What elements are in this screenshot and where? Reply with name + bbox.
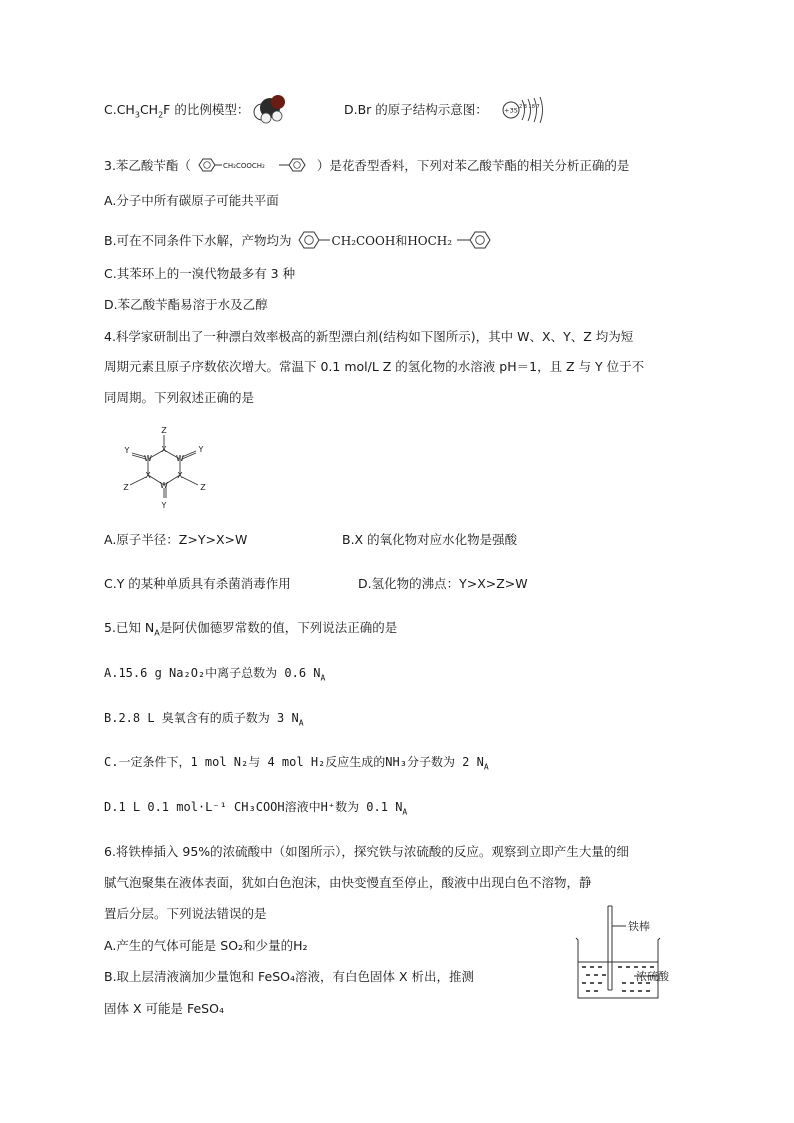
q5-opta-sub: A [320,673,326,683]
q6-option-a: A.产生的气体可能是 SO₂和少量的H₂ [104,938,308,953]
q4-option-b: B.X 的氧化物对应水化物是强酸 [342,532,518,547]
q5-optb-sub: A [298,718,304,728]
atom-z-top: Z [161,426,167,435]
q4-stem-line-3: 同周期。下列叙述正确的是 [104,390,255,405]
q4-option-c: C.Y 的某种单质具有杀菌消毒作用 [104,576,291,591]
atom-w-right: W [176,454,184,463]
q3-stem-b: ）是花香型香料，下列对苯乙酸苄酯的相关分析正确的是 [316,158,630,173]
q2-optc-sub2: 2 [158,110,164,120]
q5-opta-text: A.15.6 g Na₂O₂中离子总数为 0.6 N [104,666,321,680]
q3-option-a: A.分子中所有碳原子可能共平面 [104,193,279,208]
q4-option-a: A.原子半径：Z>Y>X>W [104,532,248,547]
q2-optc-sub1: 3 [134,110,140,120]
atom-w-left: W [144,454,152,463]
q3-optb-text: B.可在不同条件下水解，产物均为 [104,233,292,248]
q2-optc-text-b: CH [139,102,159,117]
atom-y-right: Y [198,445,204,454]
fig-label-conc-acid: 浓硫酸 [636,970,669,983]
q3-stem-a: 3.苯乙酸苄酯（ [104,158,191,173]
br-atom-structure-diagram [500,96,550,124]
q3-option-c: C.其苯环上的一溴代物最多有 3 种 [104,266,296,281]
br-shell-electrons: 2 8 18 7 [519,104,540,110]
q6-stem-line-2: 腻气泡聚集在液体表面，犹如白色泡沫，由快变慢直至停止，酸液中出现白色不溶物，静 [104,875,592,890]
atom-x-top: X [161,445,167,454]
q5-optc-sub: A [483,762,489,772]
br-nucleus-charge: +35 [504,106,518,115]
phenyl-ring-icon [456,229,496,251]
q5-option-a [104,664,325,687]
phenyl-ring-icon [296,229,332,251]
q6-stem-line-3: 置后分层。下列说法错误的是 [104,906,267,921]
atom-y-bottom: Y [161,501,167,510]
atom-z-left: Z [123,483,129,492]
q5-optd-text: D.1 L 0.1 mol·L⁻¹ CH₃COOH溶液中H⁺数为 0.1 N [104,800,403,814]
ch3ch2f-ball-model-image [250,92,290,124]
q5-option-b [104,709,304,732]
atom-z-right: Z [200,483,206,492]
q5-stem-sub: A [154,628,160,638]
q3-option-d: D.苯乙酸苄酯易溶于水及乙醇 [104,297,268,312]
benzyl-phenylacetate-structure [195,156,313,174]
q2-option-d: D.Br 的原子结构示意图： [344,102,488,117]
q5-option-c [104,753,489,776]
atom-y-left: Y [124,446,130,455]
ester-inline-label: CH₂COOCH₂ [222,162,265,170]
q4-stem-line-2: 周期元素且原子序数依次增大。常温下 0.1 mol/L Z 的氢化物的水溶液 pH＝1，且 Z 与 Y 位于不 [104,359,645,374]
bleach-molecule-structure [108,425,218,513]
q5-stem [104,619,397,643]
q5-stem-b: 是阿伏伽德罗常数的值，下列说法正确的是 [159,620,398,635]
atom-x-left: X [145,471,151,480]
fig-label-iron-rod: 铁棒 [628,920,650,933]
q6-option-b-line-2: 固体 X 可能是 FeSO₄ [104,1001,224,1016]
q2-option-c [104,101,249,125]
atom-w-bottom: W [160,481,168,490]
q5-optc-text: C.一定条件下，1 mol N₂与 4 mol H₂反应生成的NH₃分子数为 2 N [104,755,484,769]
q2-optc-text-a: C.CH [104,102,135,117]
q5-optb-text: B.2.8 L 臭氧含有的质子数为 3 N [104,711,299,725]
q2-optc-text-c: F 的比例模型： [163,102,250,117]
q6-option-b-line-1: B.取上层清液滴加少量饱和 FeSO₄溶液，有白色固体 X 析出，推测 [104,969,475,984]
q3-option-b [104,229,496,251]
q5-option-d [104,798,407,821]
iron-rod-beaker-figure [568,902,688,1002]
q5-stem-a: 5.已知 N [104,620,155,635]
q6-stem-line-1: 6.将铁棒插入 95%的浓硫酸中（如图所示），探究铁与浓硫酸的反应。观察到立即产生大量的细 [104,844,629,859]
q3-stem [104,156,629,175]
atom-x-right: X [177,471,183,480]
q5-optd-sub: A [402,807,408,817]
q3-optb-products: CH₂COOH和HOCH₂ [331,234,453,248]
q4-stem-line-1: 4.科学家研制出了一种漂白效率极高的新型漂白剂(结构如下图所示)，其中 W、X、Y、Z 均为短 [104,329,634,344]
q4-option-d: D.氢化物的沸点：Y>X>Z>W [358,576,528,591]
